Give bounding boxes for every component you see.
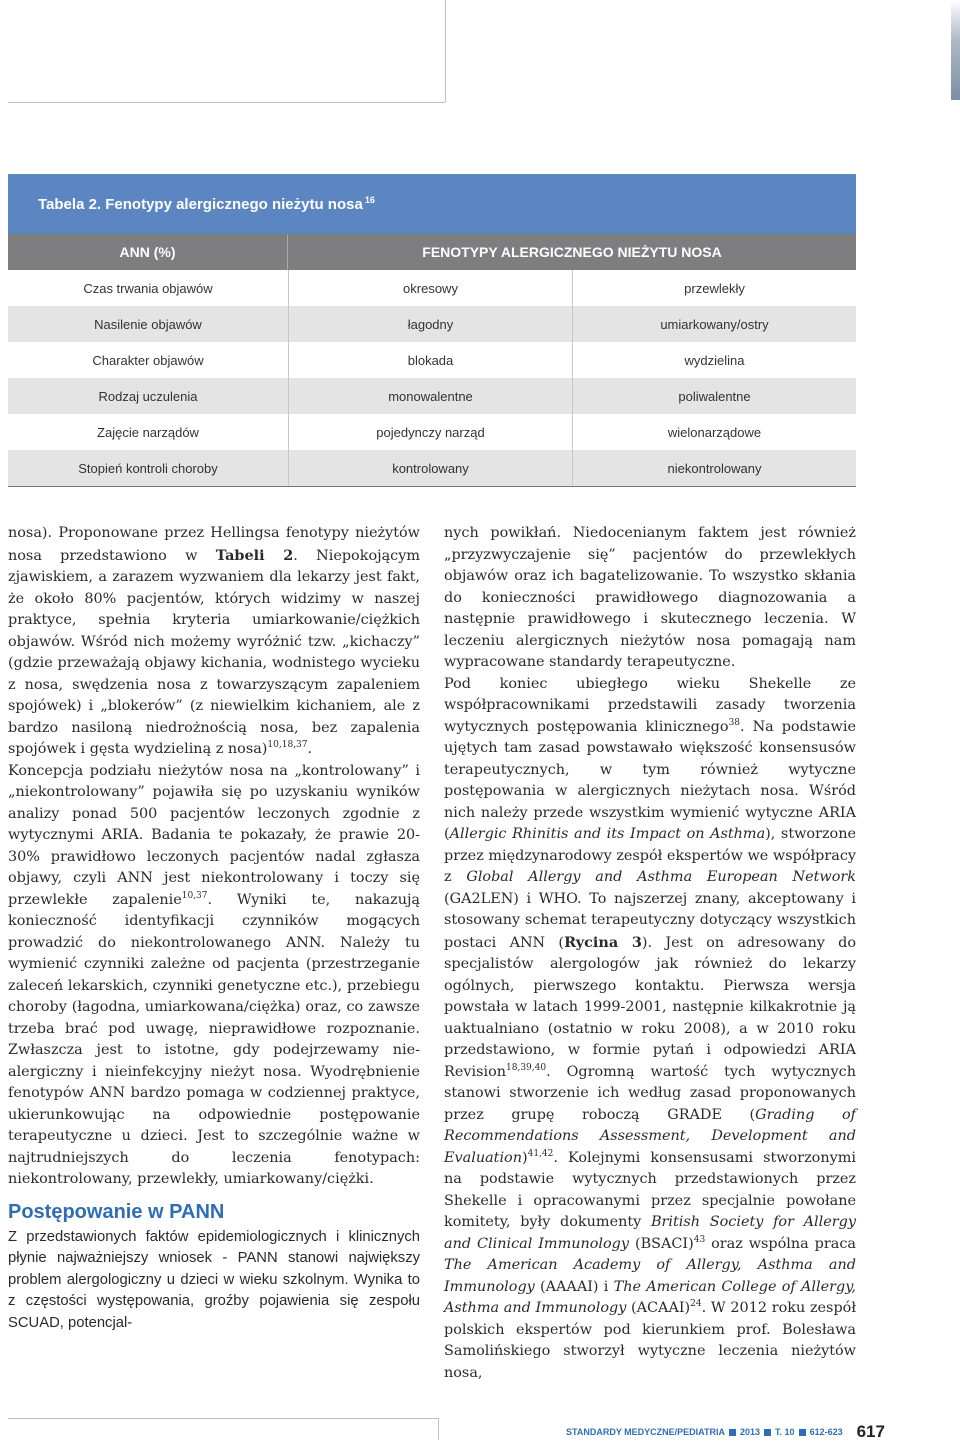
header-rule (8, 102, 445, 103)
row-value-b: wielonarządowe (572, 414, 856, 450)
journal-year: 2013 (740, 1427, 761, 1437)
italic-run: British Society for Allergy and Clinical Immunology (444, 1214, 856, 1252)
row-label: Charakter objawów (92, 352, 204, 368)
row-label: Rodzaj uczulenia (98, 388, 198, 404)
paragraph (8, 761, 420, 1191)
text-run: nosa). Proponowane przez Hellingsa fenotypy nieżytów nosa przedstawiono w (8, 525, 420, 564)
table-header (8, 234, 856, 270)
paragraph (444, 674, 856, 1385)
row-value-b: poliwalentne (572, 378, 856, 414)
italic-run: Grading of Recommendations Assessment, Development and Evaluation (444, 1106, 856, 1166)
paragraph (8, 523, 420, 761)
square-bullet-icon (729, 1429, 736, 1436)
italic-run: Allergic Rhinitis and its Impact on Asthma (449, 826, 766, 842)
text-run: Koncepcja podziału nieżytów nosa na „kontrolowany” i „niekontrolowany” pojawiła się po uzyskaniu wyników analizy ponad 500 pacjentów leczonych zgodnie z wytycznymi ARIA. Badania te pokazały, że prawie 20-30% prawidłowo leczonych pacjentów nadal zgłasza objawy, czyli ANN jest niekontrolowany i toczy się przewlekłe zapalenie (8, 762, 420, 908)
square-bullet-icon (799, 1429, 806, 1436)
text-run: (GA2LEN) i WHO. To najszerzej znany, akceptowany i stosowany schemat terapeutyczny dotyczący wszystkich postaci ANN ( (444, 890, 856, 951)
text-run: ). Jest on adresowany do specjalistów alergologów jak również do lekarzy ogólnych, pierwszego kontaktu. Pierwsza wersja powstała w latach 1999-2001, następnie kilkakrotnie ją uaktualniano (ostatnio w roku 2008), a w 2010 roku przedstawiono, w formie pytań i odpowiedzi ARIA Revision (444, 934, 857, 1080)
row-label: Stopień kontroli choroby (78, 460, 218, 476)
text-run: (BSACI) (629, 1235, 694, 1252)
row-value-a: blokada (288, 342, 572, 378)
table-row (8, 378, 856, 414)
page-edge-decoration (951, 0, 960, 100)
citation: 38 (728, 717, 741, 728)
page-footer (566, 1422, 885, 1442)
table-row (8, 306, 856, 342)
row-value-a: okresowy (288, 270, 572, 306)
citation: 24 (690, 1299, 702, 1310)
text-run: . Kolejnymi konsensusami stworzonymi na podstawie wytycznych przedstawionych przez Shekelle i opracowanymi przez specjalnie powołane komitety, były dokumenty (444, 1149, 856, 1230)
row-value-b: przewlekły (572, 270, 856, 306)
text-run: . W 2012 roku zespół polskich ekspertów pod kierunkiem prof. Bolesława Samolińskiego stworzył wytyczne leczenia nieżytów nosa, (444, 1300, 856, 1381)
text-run: oraz wspólna praca (705, 1235, 856, 1252)
text-run: Pod koniec ubiegłego wieku Shekelle ze współpracownikami przedstawili zasady tworzenia wytycznych postępowania klinicznego (444, 675, 856, 735)
header-ann: ANN (%) (8, 234, 288, 270)
header-phenotypes: FENOTYPY ALERGICZNEGO NIEŻYTU NOSA (422, 244, 722, 260)
header-divider (445, 0, 446, 102)
section-heading: Postępowanie w PANN (8, 1200, 225, 1223)
square-bullet-icon (764, 1429, 771, 1436)
text-run: . Na podstawie ujętych tam zasad powstawało większość konsensusów terapeutycznych, w tym również wytyczne postępowania w alergicznych nieżytach nosa. Wśród nich należy przede wszystkim wymienić wytyczne ARIA ( (444, 718, 856, 842)
table-title-text: Tabela 2. Fenotypy alergicznego nieżytu nosa (38, 195, 363, 213)
footer-divider (438, 1418, 439, 1440)
text-run: . Niepokojącym zjawiskiem, a zarazem wyzwaniem dla lekarzy jest fakt, że około 80% pacjentów, których widzimy w naszej praktyce, spełnia kryteria umiarkowanie/ciężkich objawów. Wśród nich możemy wyróżnić tzw. „kichaczy” (gdzie przeważają objawy kichania, wodnistego wycieku z nosa, swędzenia nosa z towarzyszącym zapaleniem spojówek) i „blokerów” (z niewielkim kichaniem, ale z bardzo nasiloną niedrożnością nosa, bez zapalenia spojówek i gęsta wydzieliną z nosa) (8, 547, 420, 757)
row-value-b: niekontrolowany (572, 450, 856, 486)
row-value-b: umiarkowany/ostry (572, 306, 856, 342)
footer-rule (8, 1418, 438, 1419)
text-run: (AAAAI) i (534, 1278, 614, 1295)
table-row (8, 414, 856, 450)
italic-run: The American Academy of Allergy, Asthma and Immunology (444, 1257, 856, 1295)
table-row (8, 270, 856, 306)
citation: 41,42 (527, 1148, 554, 1159)
right-text-column (444, 523, 856, 1384)
table-title: Tabela 2. Fenotypy alergicznego nieżytu nosa $^{16}$ (8, 174, 856, 234)
table-row (8, 450, 856, 487)
row-value-a: pojedynczy narząd (288, 414, 572, 450)
row-value-a: kontrolowany (288, 450, 572, 486)
text-run: ), stworzone przez międzynarodowy zespół ekspertów we współpracy z (444, 826, 857, 885)
text-run: . Wyniki te, nakazują konieczność identyfikacji czynników mogących prowadzić do niekontrolowanego ANN. Należy tu wymienić czynniki zależne od pacjenta (przestrzeganie zaleceń lekarskich, czynniki genetyczne etc.), przebiegu choroby (łagodna, umiarkowana/ciężka) oraz, co zawsze trzeba brać pod uwagę, nieprawidłowe rozpoznanie. Zwłaszcza jest to istotne, gdy podejrzewamy niealergiczny i nieinfekcyjny nieżyt nosa. Wyodrębnienie fenotypów ANN bardzo pomaga w codziennej praktyce, ukierunkowując na odpowiednie postępowanie terapeutyczne u dzieci. Jest to szczególnie ważne w najtrudniejszych do leczenia fenotypach: niekontrolowany, przewlekły, umiarkowany/ciężki. (8, 891, 421, 1187)
table-reference: Tabeli 2 (215, 546, 294, 564)
text-run: . Ogromną wartość tych wytycznych stanowi stworzenie ich według zasad proponowanych przez grupę roboczą GRADE ( (444, 1063, 856, 1123)
text-run: . (307, 741, 313, 757)
citation: 10,18,37 (267, 740, 308, 751)
left-text-column (8, 523, 420, 1334)
journal-name: STANDARDY MEDYCZNE/PEDIATRIA (566, 1427, 726, 1437)
text-run: ) (521, 1149, 528, 1166)
citation: 10,37 (181, 890, 208, 901)
italic-run: Global Allergy and Asthma European Network (466, 869, 857, 885)
phenotype-table (8, 174, 856, 487)
row-label: Czas trwania objawów (83, 280, 213, 296)
figure-reference: Rycina 3 (564, 933, 642, 951)
row-value-a: łagodny (288, 306, 572, 342)
italic-run: The American College of Allergy, Asthma and Immunology (444, 1278, 856, 1316)
row-label: Nasilenie objawów (94, 316, 202, 332)
citation: 18,39,40 (506, 1062, 547, 1073)
paragraph: nych powikłań. Niedocenianym faktem jest również „przyzwyczajenie się” pacjentów do przewlekłych objawów oraz ich bagatelizowanie. To wszystko skłania do konieczności prawidłowego diagnozowania a następnie prawidłowego i skutecznego leczenia. W leczeniu alergicznych nieżytów nosa pomagają nam wypracowane standardy terapeutyczne. (444, 525, 856, 670)
journal-volume: T. 10 (775, 1427, 795, 1437)
table-row (8, 342, 856, 378)
row-value-a: monowalentne (288, 378, 572, 414)
row-label: Zajęcie narządów (97, 424, 199, 440)
text-run: (ACAAI) (626, 1300, 691, 1316)
row-value-b: wydzielina (572, 342, 856, 378)
paragraph: Z przedstawionych faktów epidemiologicznych i klinicznych płynie najważniejszy wniosek - PANN stanowi największy problem alergologiczny u dzieci w wieku szkolnym. Wynika to z częstości występowania, groźby pojawienia się zespołu SCUAD, potencjal- (8, 1228, 420, 1331)
journal-pages: 612-623 (809, 1427, 843, 1437)
page-number: 617 (856, 1422, 885, 1441)
citation: 43 (693, 1234, 706, 1245)
